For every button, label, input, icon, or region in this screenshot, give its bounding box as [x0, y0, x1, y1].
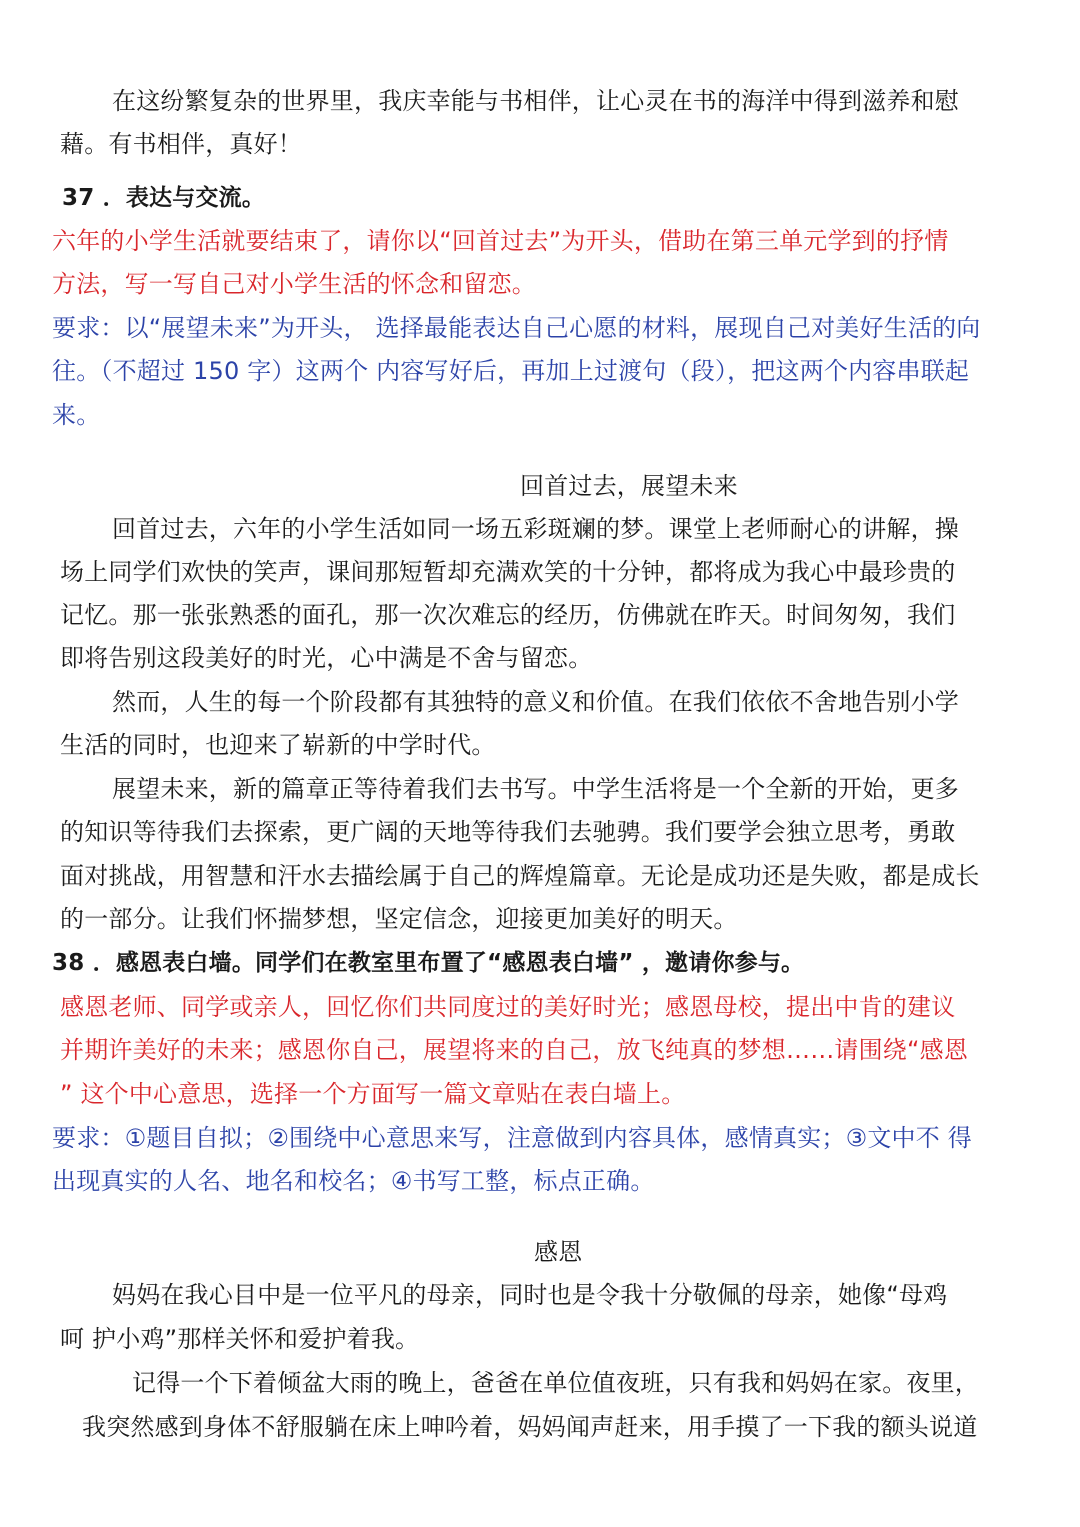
q38-p1-line-2: 呵 护小鸡”那样关怀和爱护着我。 — [60, 1325, 420, 1353]
q38-prompt-line-3: ” 这个中心意思，选择一个方面写一篇文章贴在表白墙上。 — [60, 1080, 686, 1108]
q37-p3-line-2: 的知识等待我们去探索，更广阔的天地等待我们去驰骋。我们要学会独立思考，勇敢 — [60, 818, 956, 846]
q38-requirement-line-2: 出现真实的人名、地名和校名；④书写工整，标点正确。 — [52, 1167, 655, 1195]
q37-essay-title: 回首过去，展望未来 — [520, 472, 738, 500]
q37-prompt-line-2: 方法，写一写自己对小学生活的怀念和留恋。 — [52, 270, 536, 298]
q38-essay-title: 感恩 — [534, 1238, 583, 1266]
intro-line-2: 藉。有书相伴，真好！ — [60, 130, 302, 158]
q37-p2-line-1: 然而，人生的每一个阶段都有其独特的意义和价值。在我们依依不舍地告别小学 — [112, 688, 959, 716]
q37-p3-line-4: 的一部分。让我们怀揣梦想，坚定信念，迎接更加美好的明天。 — [60, 905, 738, 933]
q38-prompt-line-2: 并期许美好的未来；感恩你自己，展望将来的自己，放飞纯真的梦想……请围绕“感恩 — [60, 1036, 969, 1064]
q38-requirement-line-1: 要求：①题目自拟；②围绕中心意思来写，注意做到内容具体，感情真实；③文中不 得 — [52, 1124, 972, 1152]
q37-prompt-line-1: 六年的小学生活就要结束了，请你以“回首过去”为开头，借助在第三单元学到的抒情 — [52, 227, 949, 255]
q37-requirement-line-3: 来。 — [52, 401, 101, 429]
intro-line-1: 在这纷繁复杂的世界里，我庆幸能与书相伴，让心灵在书的海洋中得到滋养和慰 — [112, 87, 959, 115]
q38-p2-line-1: 记得一个下着倾盆大雨的晚上，爸爸在单位值夜班，只有我和妈妈在家。夜里， — [132, 1369, 979, 1397]
q37-p1-line-3: 记忆。那一张张熟悉的面孔，那一次次难忘的经历，仿佛就在昨天。时间匆匆，我们 — [60, 601, 956, 629]
q37-p3-line-3: 面对挑战，用智慧和汗水去描绘属于自己的辉煌篇章。无论是成功还是失败，都是成长 — [60, 862, 980, 890]
q37-p1-line-2: 场上同学们欢快的笑声，课间那短暂却充满欢笑的十分钟，都将成为我心中最珍贵的 — [60, 558, 956, 586]
q37-requirement-line-1: 要求：以“展望未来”为开头， 选择最能表达自己心愿的材料，展现自己对美好生活的向 — [52, 314, 981, 342]
question-38-heading: 38 ．感恩表白墙。同学们在教室里布置了“感恩表白墙” ，邀请你参与。 — [52, 950, 805, 976]
q38-p1-line-1: 妈妈在我心目中是一位平凡的母亲，同时也是令我十分敬佩的母亲，她像“母鸡 — [112, 1281, 948, 1309]
q37-p2-line-2: 生活的同时，也迎来了崭新的中学时代。 — [60, 731, 496, 759]
question-37-heading: 37 ．表达与交流。 — [62, 185, 266, 211]
q37-p1-line-1: 回首过去，六年的小学生活如同一场五彩斑斓的梦。课堂上老师耐心的讲解，操 — [112, 515, 959, 543]
q38-prompt-line-1: 感恩老师、同学或亲人，回忆你们共同度过的美好时光；感恩母校，提出中肯的建议 — [60, 993, 956, 1021]
q37-p1-line-4: 即将告别这段美好的时光，心中满是不舍与留恋。 — [60, 644, 593, 672]
q37-p3-line-1: 展望未来，新的篇章正等待着我们去书写。中学生活将是一个全新的开始，更多 — [112, 775, 959, 803]
q38-p2-line-2: 我突然感到身体不舒服躺在床上呻吟着，妈妈闻声赶来，用手摸了一下我的额头说道 — [82, 1413, 978, 1441]
q37-requirement-line-2: 往。（不超过 150 字）这两个 内容写好后，再加上过渡句（段），把这两个内容串联起 — [52, 357, 970, 385]
